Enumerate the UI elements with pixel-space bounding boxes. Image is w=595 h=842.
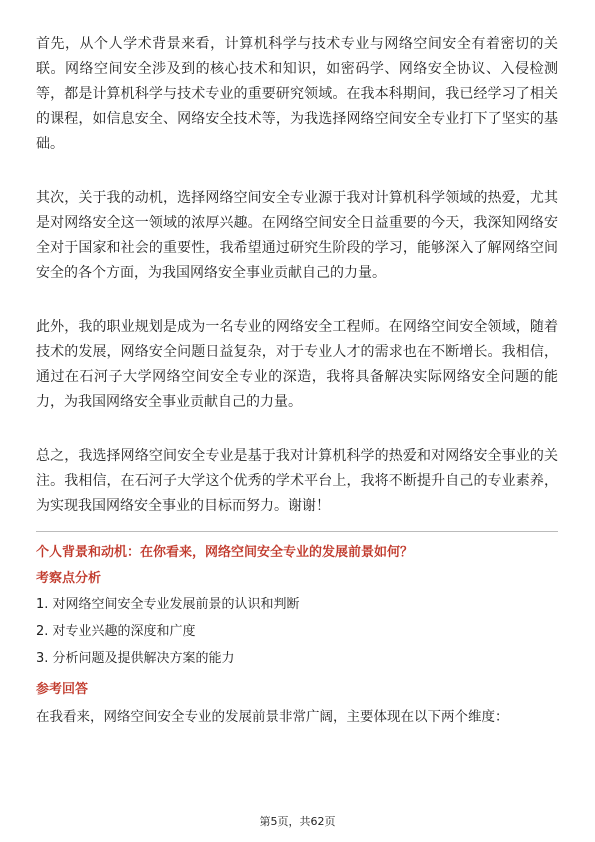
paragraph-academic-background: 首先，从个人学术背景来看，计算机科学与技术专业与网络空间安全有着密切的关联。网络空间安全涉及到的核心技术和知识，如密码学、网络安全协议、入侵检测等，都是计算机科学与技术专业的重要研究领域。在我本科期间，我已经学习了相关的课程，如信息安全、网络安全技术等，为我选择网络空间安全专业打下了坚实的基础。 [36,36,558,152]
interview-question: 个人背景和动机：在你看来，网络空间安全专业的发展前景如何？ [36,545,414,560]
analysis-point: 3. 分析问题及提供解决方案的能力 [36,651,235,666]
paragraph-conclusion: 总之，我选择网络空间安全专业是基于我对计算机科学的热爱和对网络安全事业的关注。我相信，在石河子大学这个优秀的学术平台上，我将不断提升自己的专业素养，为实现我国网络安全事业的目标而努力。谢谢！ [36,448,558,514]
page-content [36,32,558,728]
page-number-footer: 第5页，共62页 [259,815,336,828]
analysis-point: 1. 对网络空间安全专业发展前景的认识和判断 [36,597,300,612]
analysis-point: 2. 对专业兴趣的深度和广度 [36,624,196,639]
reference-answer: 在我看来，网络空间安全专业的发展前景非常广阔，主要体现在以下两个维度： [36,709,509,725]
paragraph-career-plan: 此外，我的职业规划是成为一名专业的网络安全工程师。在网络空间安全领域，随着技术的发展，网络安全问题日益复杂，对于专业人才的需求也在不断增长。我相信，通过在石河子大学网络空间安全专业的深造，我将具备解决实际网络安全问题的能力，为我国网络安全事业贡献自己的力量。 [36,319,558,410]
paragraph-motivation: 其次，关于我的动机，选择网络空间安全专业源于我对计算机科学领域的热爱，尤其是对网络安全这一领域的浓厚兴趣。在网络空间安全日益重要的今天，我深知网络安全对于国家和社会的重要性，我希望通过研究生阶段的学习，能够深入了解网络空间安全的各个方面，为我国网络安全事业贡献自己的力量。 [36,190,558,281]
analysis-heading: 考察点分析 [36,571,102,586]
reference-heading: 参考回答 [36,682,89,697]
section-divider [36,531,558,532]
